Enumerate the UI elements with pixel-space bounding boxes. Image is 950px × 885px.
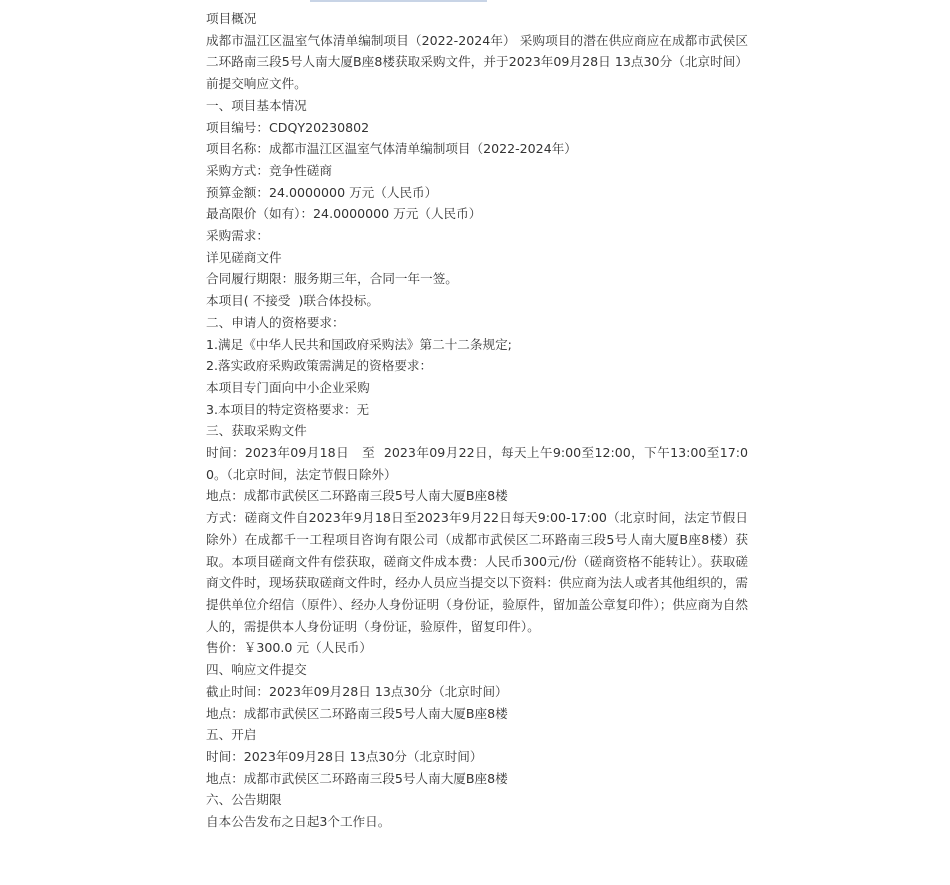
section-1-title: 一、项目基本情况: [206, 97, 307, 113]
demand-detail: 详见磋商文件: [206, 249, 282, 265]
section-5-title: 五、开启: [206, 727, 257, 743]
project-number: 项目编号：CDQY20230802: [206, 119, 370, 135]
requirement-1: 1.满足《中华人民共和国政府采购法》第二十二条规定;: [206, 336, 512, 352]
announcement-body: [206, 8, 748, 833]
procurement-method: 采购方式：竞争性磋商: [206, 162, 332, 178]
requirement-2: 2.落实政府采购政策需满足的资格要求：: [206, 358, 433, 374]
top-divider: [310, 0, 487, 2]
max-price: 最高限价（如有）：24.0000000 万元（人民币）: [206, 206, 482, 222]
project-name: 项目名称：成都市温江区温室气体清单编制项目（2022-2024年）: [206, 141, 577, 157]
budget-amount: 预算金额：24.0000000 万元（人民币）: [206, 184, 438, 200]
submission-deadline: 截止时间：2023年09月28日 13点30分（北京时间）: [206, 683, 508, 699]
overview-title: 项目概况: [206, 11, 257, 26]
submission-place: 地点：成都市武侯区二环路南三段5号人南大厦B座8楼: [206, 705, 508, 721]
overview-text: 成都市温江区温室气体清单编制项目（2022-2024年） 采购项目的潜在供应商应在成都市武侯区二环路南三段5号人南大厦B座8楼获取采购文件，并于2023年09月28日 13点30分（北京时间）前提交响应文件。: [206, 32, 748, 92]
section-4-title: 四、响应文件提交: [206, 662, 307, 678]
notice-period: 自本公告发布之日起3个工作日。: [206, 814, 391, 830]
obtain-method: 方式：磋商文件自2023年9月18日至2023年9月22日每天9:00-17:00（北京时间，法定节假日除外）在成都千一工程项目咨询有限公司（成都市武侯区二环路南三段5号人南大厦B座8楼）获取。本项目磋商文件有偿获取，磋商文件成本费：人民币300元/份（磋商资格不能转让）。获取磋商文件时，现场获取磋商文件时，经办人员应当提交以下资料：供应商为法人或者其他组织的，需提供单位介绍信（原件）、经办人身份证明（身份证，验原件，留加盖公章复印件）；供应商为自然人的，需提供本人身份证明（身份证，验原件，留复印件）。: [206, 510, 748, 634]
requirement-2-detail: 本项目专门面向中小企业采购: [206, 379, 370, 395]
section-6-title: 六、公告期限: [206, 792, 282, 808]
requirement-3: 3.本项目的特定资格要求：无: [206, 401, 370, 417]
section-2-title: 二、申请人的资格要求：: [206, 314, 345, 330]
section-3-title: 三、获取采购文件: [206, 423, 307, 439]
document-price: 售价：￥300.0 元（人民币）: [206, 640, 372, 656]
obtain-time: 时间：2023年09月18日 至 2023年09月22日，每天上午9:00至12:00，下午13:00至17:00。（北京时间，法定节假日除外）: [206, 445, 748, 482]
contract-period: 合同履行期限：服务期三年，合同一年一签。: [206, 271, 458, 287]
consortium-policy: 本项目( 不接受 )联合体投标。: [206, 293, 379, 309]
opening-time: 时间：2023年09月28日 13点30分（北京时间）: [206, 748, 483, 764]
demand-label: 采购需求：: [206, 228, 269, 244]
opening-place: 地点：成都市武侯区二环路南三段5号人南大厦B座8楼: [206, 770, 508, 786]
obtain-place: 地点：成都市武侯区二环路南三段5号人南大厦B座8楼: [206, 488, 508, 504]
